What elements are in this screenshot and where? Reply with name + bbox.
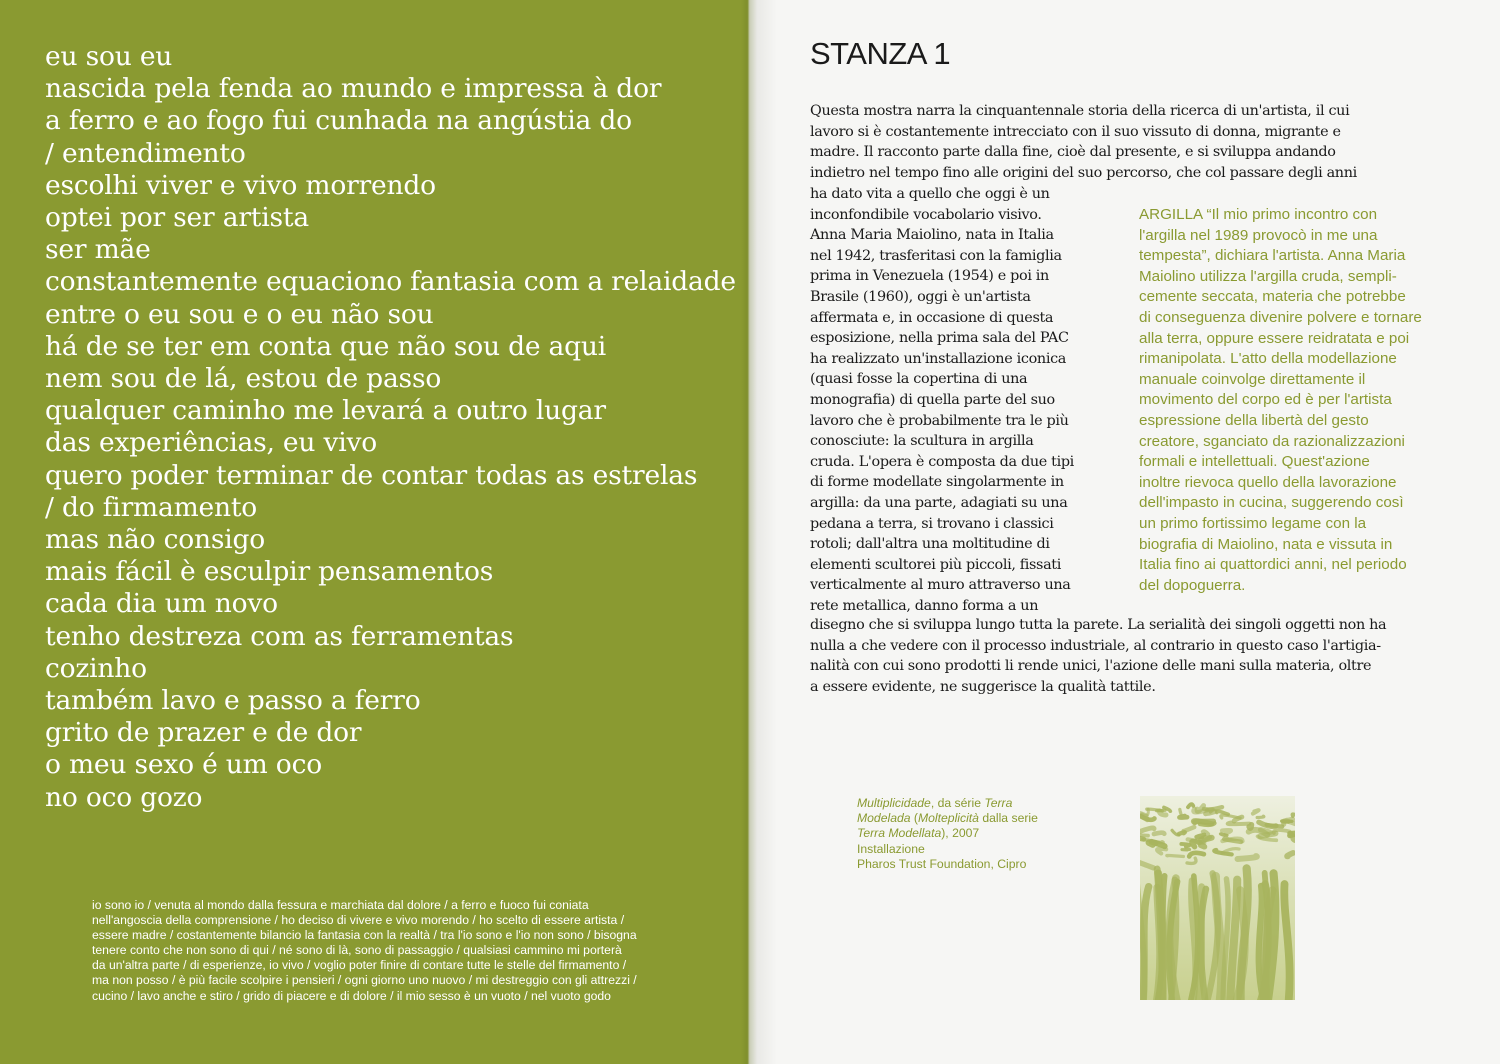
text-line: da un'altra parte / di esperienze, io vivo / voglio poter finire di contare tutte le stelle del firmamento /	[92, 958, 627, 973]
sidebar-line: movimento del corpo ed è per l'artista	[1139, 391, 1392, 409]
text-line: disegno che si sviluppa lungo tutta la parete. La serialità dei singoli oggetti non ha	[810, 617, 1387, 633]
sidebar-argilla	[1139, 205, 1469, 596]
caption-collection: Pharos Trust Foundation, Cipro	[857, 856, 1027, 871]
text-line: ha realizzato un'installazione iconica	[810, 350, 1067, 367]
text-line: nel 1942, trasferitasi con la famiglia	[810, 247, 1062, 264]
text-line: elementi scultorei più piccoli, fissati	[810, 556, 1061, 573]
text-line: nulla a che vedere con il processo industriale, al contrario in questo caso l'artigia-	[810, 637, 1381, 654]
text-line: conosciute: la scultura in argilla	[810, 433, 1034, 450]
text-line: pedana a terra, si trovano i classici	[810, 515, 1054, 532]
caption-text: dalla serie	[978, 811, 1038, 826]
text-line: cruda. L'opera è composta da due tipi	[810, 453, 1074, 470]
poem-line: também lavo e passo a ferro	[45, 685, 421, 717]
caption-medium: Installazione	[857, 841, 925, 856]
sidebar-line: cemente seccata, materia che potrebbe	[1139, 288, 1406, 306]
poem-line: cozinho	[45, 652, 147, 684]
text-line: prima in Venezuela (1954) e poi in	[810, 268, 1049, 285]
text-line: nell'angoscia della comprensione / ho deciso di vivere e vivo morendo / ho scelto di essere artista /	[92, 913, 625, 928]
poem-line: / do firmamento	[45, 491, 258, 523]
sidebar-line: Maiolino utilizza l'argilla cruda, sempli-	[1139, 267, 1397, 285]
text-line: verticalmente al muro attraverso una	[810, 577, 1071, 594]
page-gutter	[741, 0, 777, 1064]
text-line: esposizione, nella prima sala del PAC	[810, 330, 1069, 347]
sidebar-line: un primo fortissimo legame con la	[1139, 514, 1367, 532]
poem-line: grito de prazer e de dor	[45, 717, 362, 749]
poem-line: / entendimento	[45, 137, 246, 169]
sidebar-line: ARGILLA “Il mio primo incontro con	[1139, 206, 1378, 223]
poem	[45, 41, 736, 814]
text-line: Brasile (1960), oggi è un'artista	[810, 288, 1031, 305]
text-line: argilla: da una parte, adagiati su una	[810, 494, 1068, 511]
artwork-image	[1140, 796, 1295, 1000]
text-line: madre. Il racconto parte dalla fine, cioè dal presente, e si sviluppa andando	[810, 144, 1336, 161]
poem-line: nem sou de lá, estou de passo	[45, 363, 442, 395]
sidebar-line: Italia fino ai quattordici anni, nel periodo	[1139, 556, 1407, 574]
poem-translation	[92, 898, 702, 1004]
caption-series: Terra	[984, 796, 1013, 810]
poem-line: entre o eu sou e o eu não sou	[45, 298, 434, 330]
left-page	[0, 0, 749, 1064]
text-line: a essere evidente, ne suggerisce la qualità tattile.	[810, 678, 1156, 695]
body-text-intro	[810, 101, 1460, 183]
text-line: affermata e, in occasione di questa	[810, 309, 1054, 326]
caption-series-italian: Terra Modellata	[857, 826, 942, 841]
caption-text: , da série	[930, 796, 985, 810]
sidebar-line: del dopoguerra.	[1139, 576, 1246, 594]
sidebar-line: biografia di Maiolino, nata e vissuta in	[1139, 535, 1393, 553]
text-line: tenere conto che non sono di qui / né sono di là, sono di passaggio / qualsiasi cammino mi porterà	[92, 943, 622, 958]
poem-line: cada dia um novo	[45, 588, 278, 620]
sidebar-line: manuale coinvolge direttamente il	[1139, 370, 1366, 388]
caption-title-italian: Molteplicità	[917, 811, 979, 826]
poem-line: a ferro e ao fogo fui cunhada na angústia do	[45, 105, 632, 137]
poem-line: eu sou eu	[45, 41, 173, 72]
poem-line: das experiências, eu vivo	[45, 427, 378, 459]
sidebar-line: di conseguenza divenire polvere e tornare	[1139, 308, 1422, 326]
poem-line: mais fácil è esculpir pensamentos	[45, 556, 494, 588]
text-line: di forme modellate singolarmente in	[810, 474, 1064, 491]
caption-year: ), 2007	[941, 826, 980, 841]
page-title: STANZA 1	[810, 36, 951, 71]
poem-line: qualquer caminho me levará a outro lugar	[45, 395, 606, 427]
poem-line: no oco gozo	[45, 781, 203, 813]
artwork-caption	[857, 796, 1097, 872]
poem-line: quero poder terminar de contar todas as estrelas	[45, 459, 698, 491]
text-line: lavoro che è probabilmente tra le più	[810, 412, 1069, 429]
sidebar-line: tempesta”, dichiara l'artista. Anna Maria	[1139, 247, 1406, 265]
text-line: inconfondibile vocabolario visivo.	[810, 206, 1042, 223]
body-text-conclusion	[810, 615, 1458, 697]
sidebar-line: formali e intellettuali. Quest'azione	[1139, 453, 1370, 471]
body-text-column	[810, 184, 1106, 616]
text-line: ha dato vita a quello che oggi è un	[810, 186, 1050, 202]
text-line: cucino / lavo anche e stiro / grido di piacere e di dolore / il mio sesso è un vuoto / nel vuoto godo	[92, 988, 611, 1003]
poem-line: tenho destreza com as ferramentas	[45, 620, 514, 652]
sidebar-line: rimanipolata. L'atto della modellazione	[1139, 350, 1397, 368]
sidebar-line: espressione della libertà del gesto	[1139, 411, 1369, 429]
caption-series: Modelada	[857, 811, 911, 826]
text-line: lavoro si è costantemente intrecciato con il suo vissuto di donna, migrante e	[810, 123, 1341, 140]
poem-line: constantemente equaciono fantasia com a relaidade	[45, 266, 736, 298]
text-line: monografia) di quella parte del suo	[810, 391, 1055, 408]
text-line: ma non posso / è più facile scolpire i pensieri / ogni giorno uno nuovo / mi destreggio con gli attrezzi /	[92, 973, 637, 988]
text-line: rete metallica, danno forma a un	[810, 597, 1039, 614]
caption-text: (	[910, 811, 918, 826]
text-line: Questa mostra narra la cinquantennale storia della ricerca di un'artista, il cui	[810, 103, 1350, 119]
sidebar-line: inoltre rievoca quello della lavorazione	[1139, 473, 1397, 491]
sidebar-line: alla terra, oppure essere reidratata e poi	[1139, 329, 1410, 347]
text-line: nalità con cui sono prodotti li rende unici, l'azione delle mani sulla materia, oltre	[810, 658, 1372, 675]
caption-title: Multiplicidade	[857, 796, 931, 810]
text-line: essere madre / costantemente bilancio la fantasia con la realtà / tra l'io sono e l'io non sono / bisogna	[92, 928, 637, 943]
sidebar-line: l'argilla nel 1989 provocò in me una	[1139, 226, 1378, 244]
poem-line: nascida pela fenda ao mundo e impressa à dor	[45, 73, 662, 105]
poem-line: mas não consigo	[45, 524, 266, 556]
poem-line: ser mãe	[45, 234, 151, 266]
poem-line: escolhi viver e vivo morrendo	[45, 169, 436, 201]
text-line: rotoli; dall'altra una moltitudine di	[810, 536, 1050, 553]
poem-line: optei por ser artista	[45, 202, 309, 234]
sidebar-line: creatore, sganciato da razionalizzazioni	[1139, 432, 1405, 450]
text-line: io sono io / venuta al mondo dalla fessura e marchiata dal dolore / a ferro e fuoco fui coniata	[92, 898, 589, 912]
sidebar-line: dell'impasto in cucina, suggerendo così	[1139, 494, 1404, 512]
text-line: indietro nel tempo fino alle origini del suo percorso, che col passare degli anni	[810, 164, 1357, 181]
text-line: (quasi fosse la copertina di una	[810, 371, 1028, 388]
text-line: Anna Maria Maiolino, nata in Italia	[810, 227, 1054, 244]
poem-line: o meu sexo é um oco	[45, 749, 322, 781]
poem-line: há de se ter em conta que não sou de aqui	[45, 330, 607, 362]
